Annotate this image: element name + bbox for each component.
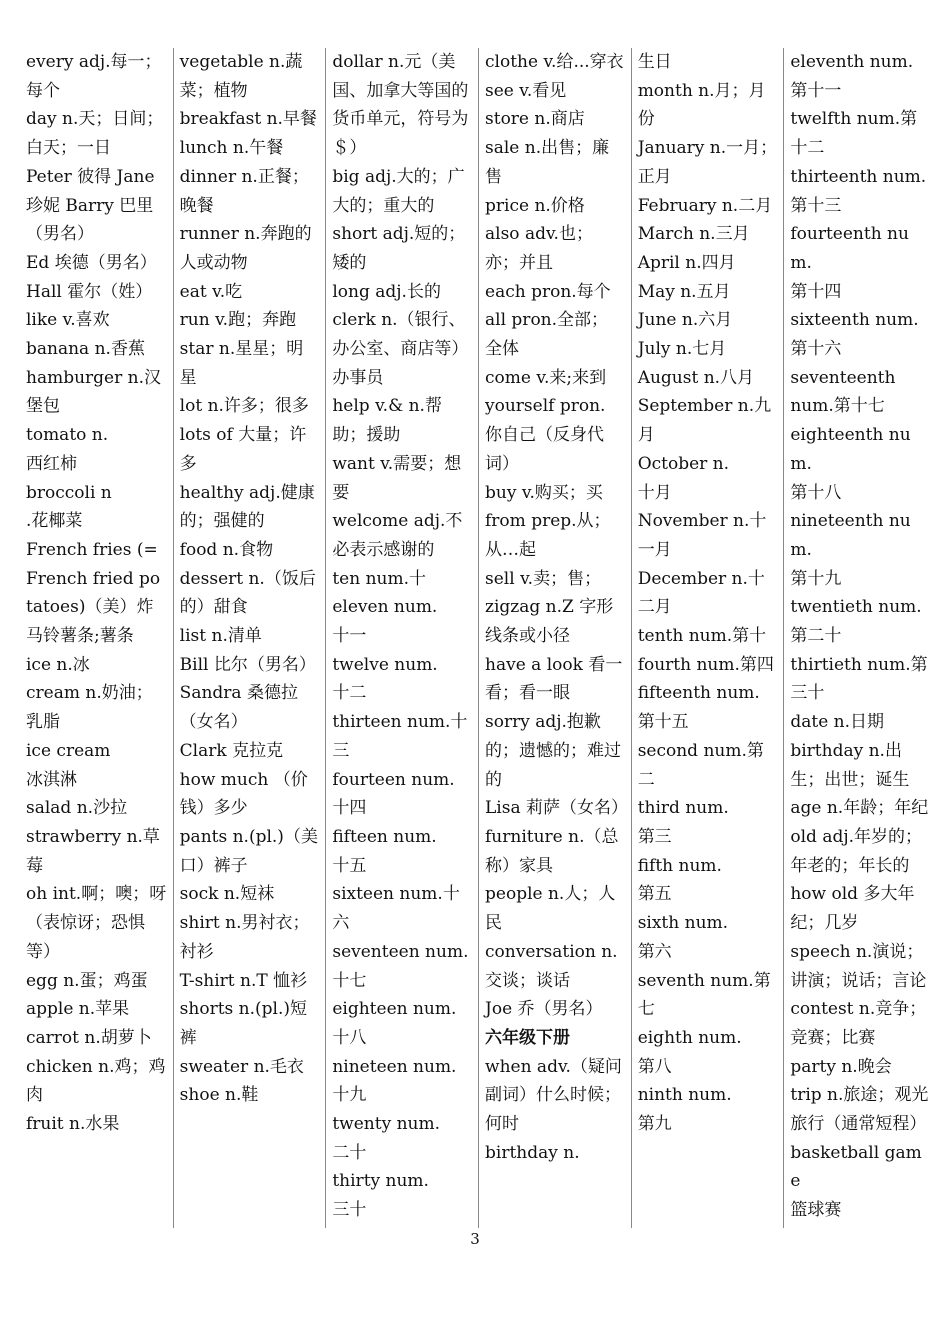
vocabulary-entry: run v.跑；奔跑: [179, 310, 297, 331]
vocabulary-entry: 第二十: [790, 626, 842, 647]
vocabulary-entry: 第十六: [790, 339, 842, 360]
vocabulary-entry: date n.日期: [790, 712, 885, 733]
vocabulary-entry: every adj.每一；每个: [26, 52, 162, 101]
vocabulary-entry: salad n.沙拉: [26, 798, 128, 819]
vocabulary-entry: sock n.短袜: [179, 884, 275, 905]
vocabulary-entry: sixteenth num.: [790, 310, 919, 331]
vocabulary-entry: see v.看见: [485, 80, 567, 101]
vocabulary-entry: June n.六月: [637, 310, 733, 331]
vocabulary-entry: egg n.蛋；鸡蛋: [26, 970, 148, 991]
vocabulary-entry: 冰淇淋: [26, 769, 77, 790]
vocabulary-entry: dollar n.元（美国、加拿大等国的货币单元，符号为＄）: [332, 52, 469, 159]
vocabulary-entry: old adj.年岁的；年老的；年长的: [790, 826, 923, 876]
vocabulary-entry: Bill 比尔（男名）: [179, 654, 316, 675]
vocabulary-entry: carrot n.胡萝卜: [26, 1027, 152, 1048]
vocabulary-columns: [20, 48, 936, 1228]
vocabulary-entry: fruit n.水果: [26, 1114, 120, 1135]
vocabulary-entry: zigzag n.Z 字形线条或小径: [485, 597, 614, 647]
vocabulary-entry: lunch n.午餐: [179, 138, 284, 159]
vocabulary-entry: 你自己（反身代词）: [485, 425, 605, 474]
vocabulary-entry: party n.晚会: [790, 1056, 892, 1077]
vocabulary-entry: 十四: [332, 798, 367, 819]
vocabulary-entry: have a look 看一看；看一眼: [485, 654, 623, 704]
vocabulary-entry: sixteen num.十六: [332, 884, 460, 934]
vocabulary-entry: fourth num.第四: [637, 654, 774, 675]
vocabulary-entry: lots of 大量；许多: [179, 425, 307, 474]
vocabulary-column-5: [631, 48, 784, 1228]
vocabulary-entry: Lisa 莉萨（女名）: [485, 798, 629, 819]
vocabulary-entry: 三十: [332, 1200, 367, 1221]
vocabulary-entry: November n.十一月: [637, 511, 767, 560]
vocabulary-entry: 交谈；谈话: [485, 970, 571, 991]
vocabulary-column-3: [325, 48, 478, 1228]
vocabulary-entry: age n.年龄；年纪: [790, 798, 929, 819]
vocabulary-entry: chicken n.鸡；鸡肉: [26, 1056, 166, 1106]
vocabulary-entry: banana n.香蕉: [26, 339, 145, 360]
vocabulary-entry: furniture n.（总称）家具: [485, 826, 619, 876]
vocabulary-entry: twenty num.: [332, 1114, 440, 1135]
vocabulary-entry: thirty num.: [332, 1171, 429, 1192]
vocabulary-entry: sale n.出售；廉售: [485, 138, 610, 187]
vocabulary-entry: clothe v.给...穿衣: [485, 52, 624, 72]
vocabulary-entry: vegetable n.蔬菜；植物: [179, 52, 303, 101]
vocabulary-entry: also adv.也；亦；并且: [485, 224, 593, 273]
vocabulary-entry: how old 多大年纪；几岁: [790, 884, 915, 934]
vocabulary-entry: day n.天；日间；白天；一日: [26, 109, 164, 159]
vocabulary-entry: 十八: [332, 1027, 367, 1048]
vocabulary-entry: 第十五: [637, 712, 689, 733]
vocabulary-entry: 第五: [637, 884, 672, 905]
vocabulary-column-2: [173, 48, 326, 1228]
vocabulary-entry: 十九: [332, 1085, 367, 1106]
vocabulary-entry: breakfast n.早餐: [179, 109, 317, 130]
vocabulary-entry: yourself pron.: [485, 396, 606, 417]
vocabulary-entry: T-shirt n.T 恤衫: [179, 970, 308, 991]
vocabulary-column-1: [20, 48, 173, 1228]
vocabulary-entry: store n.商店: [485, 109, 585, 130]
vocabulary-entry: third num.: [637, 798, 729, 819]
vocabulary-entry: like v.喜欢: [26, 310, 110, 331]
vocabulary-entry: September n.九月: [637, 396, 772, 446]
vocabulary-entry: January n.一月；正月: [637, 138, 778, 187]
vocabulary-entry: October n.: [637, 453, 730, 474]
vocabulary-entry: food n.食物: [179, 539, 274, 560]
vocabulary-entry: nineteen num.: [332, 1056, 457, 1077]
vocabulary-entry: Sandra 桑德拉（女名）: [179, 683, 298, 733]
vocabulary-entry: shirt n.男衬衣；衬衫: [179, 913, 310, 962]
vocabulary-entry: thirteen num.十三: [332, 712, 468, 761]
vocabulary-entry: sixth num.: [637, 913, 729, 934]
vocabulary-entry: eighth num.: [637, 1027, 742, 1048]
vocabulary-entry: list n.清单: [179, 626, 262, 647]
vocabulary-entry: seventeenth: [790, 367, 896, 388]
vocabulary-entry: short adj.短的；矮的: [332, 224, 466, 273]
vocabulary-entry: 十二: [332, 683, 367, 704]
vocabulary-entry: fifteenth num.: [637, 683, 760, 704]
vocabulary-entry: fifteen num.: [332, 826, 437, 847]
vocabulary-entry: 第九: [637, 1114, 672, 1135]
vocabulary-entry: sorry adj.抱歉的；遗憾的；难过的: [485, 712, 622, 790]
vocabulary-entry: ninth num.: [637, 1085, 732, 1106]
vocabulary-entry: speech n.演说；讲演；说话；言论: [790, 941, 927, 991]
vocabulary-entry: 十五: [332, 855, 367, 876]
vocabulary-entry: conversation n.: [485, 941, 618, 962]
vocabulary-entry: eleventh num.: [790, 52, 914, 72]
vocabulary-entry: fourteenth num.: [790, 224, 909, 273]
section-heading: 六年级下册: [485, 1027, 571, 1048]
vocabulary-entry: help v.& n.帮助；援助: [332, 396, 442, 446]
vocabulary-entry: 第三: [637, 826, 672, 847]
vocabulary-entry: 西红柿: [26, 453, 77, 474]
vocabulary-entry: sweater n.毛衣: [179, 1056, 304, 1077]
vocabulary-entry: second num.第二: [637, 740, 764, 790]
vocabulary-entry: nineteenth num.: [790, 511, 911, 560]
vocabulary-entry: long adj.长的: [332, 281, 441, 302]
vocabulary-entry: August n.八月: [637, 367, 755, 388]
vocabulary-entry: how much （价钱）多少: [179, 769, 308, 819]
vocabulary-entry: eighteenth num.: [790, 425, 911, 474]
vocabulary-entry: runner n.奔跑的人或动物: [179, 224, 312, 273]
vocabulary-column-4: [478, 48, 631, 1228]
vocabulary-entry: basketball game: [790, 1142, 922, 1192]
vocabulary-entry: Hall 霍尔（姓）: [26, 281, 153, 302]
vocabulary-page: [20, 48, 936, 1228]
vocabulary-entry: twelve num.: [332, 654, 438, 675]
vocabulary-entry: 二十: [332, 1142, 367, 1163]
vocabulary-entry: 第六: [637, 941, 672, 962]
vocabulary-entry: May n.五月: [637, 281, 731, 302]
vocabulary-entry: month n.月；月份: [637, 80, 766, 130]
vocabulary-entry: 第十九: [790, 568, 842, 589]
vocabulary-entry: ice n.冰: [26, 654, 90, 675]
vocabulary-column-6: [783, 48, 936, 1228]
vocabulary-entry: when adv.（疑问副词）什么时候；何时: [485, 1056, 622, 1135]
vocabulary-entry: March n.三月: [637, 224, 750, 245]
vocabulary-entry: 十月: [637, 482, 672, 503]
vocabulary-entry: hamburger n.汉堡包: [26, 367, 161, 417]
vocabulary-entry: ten num.十: [332, 568, 427, 589]
vocabulary-entry: eighteen num.: [332, 999, 457, 1020]
vocabulary-entry: strawberry n.草莓: [26, 826, 160, 876]
vocabulary-entry: come v.来;来到: [485, 367, 607, 388]
vocabulary-entry: price n.价格: [485, 195, 585, 216]
vocabulary-entry: welcome adj.不必表示感谢的: [332, 511, 463, 560]
vocabulary-entry: people n.人；人民: [485, 884, 616, 934]
page-number: 3: [470, 1230, 480, 1248]
vocabulary-entry: French fries (=French fried potatoes)（美）炸马铃薯条;薯条: [26, 539, 161, 647]
vocabulary-entry: seventeen num.: [332, 941, 469, 962]
vocabulary-entry: birthday n.: [485, 1142, 580, 1163]
vocabulary-entry: buy v.购买；买: [485, 482, 603, 503]
vocabulary-entry: 第十八: [790, 482, 842, 503]
vocabulary-entry: Peter 彼得 Jane 珍妮 Barry 巴里（男名）: [26, 166, 155, 245]
vocabulary-entry: 篮球赛: [790, 1200, 842, 1221]
vocabulary-entry: broccoli n: [26, 482, 112, 503]
vocabulary-entry: 生日: [637, 52, 672, 72]
vocabulary-entry: fifth num.: [637, 855, 722, 876]
vocabulary-entry: apple n.苹果: [26, 999, 130, 1020]
vocabulary-entry: dinner n.正餐；晚餐: [179, 166, 309, 216]
vocabulary-entry: clerk n.（银行、办公室、商店等）办事员: [332, 310, 469, 388]
vocabulary-entry: Ed 埃德（男名）: [26, 252, 157, 273]
vocabulary-entry: tenth num.第十: [637, 626, 767, 647]
vocabulary-entry: each pron.每个: [485, 281, 611, 302]
vocabulary-entry: thirtieth num.第三十: [790, 654, 928, 704]
vocabulary-entry: dessert n.（饭后的）甜食: [179, 568, 316, 618]
vocabulary-entry: Clark 克拉克: [179, 740, 284, 761]
vocabulary-entry: shoe n.鞋: [179, 1085, 259, 1106]
vocabulary-entry: contest n.竞争；竞赛；比赛: [790, 999, 927, 1048]
vocabulary-entry: pants n.(pl.)（美口）裤子: [179, 826, 318, 876]
vocabulary-entry: big adj.大的；广大的；重大的: [332, 166, 465, 216]
vocabulary-entry: eat v.吃: [179, 281, 243, 302]
vocabulary-entry: healthy adj.健康的；强健的: [179, 482, 315, 532]
vocabulary-entry: cream n.奶油；乳脂: [26, 683, 153, 733]
vocabulary-entry: fourteen num.: [332, 769, 455, 790]
vocabulary-entry: num.第十七: [790, 396, 885, 417]
vocabulary-entry: 十一: [332, 626, 367, 647]
vocabulary-entry: 十七: [332, 970, 367, 991]
vocabulary-entry: thirteenth num.: [790, 166, 927, 187]
vocabulary-entry: star n.星星；明星: [179, 339, 304, 388]
vocabulary-entry: July n.七月: [637, 339, 727, 360]
vocabulary-entry: twelfth num.第十二: [790, 109, 918, 159]
vocabulary-entry: April n.四月: [637, 252, 736, 273]
vocabulary-entry: December n.十二月: [637, 568, 765, 618]
vocabulary-entry: 第十一: [790, 80, 842, 101]
vocabulary-entry: tomato n.: [26, 425, 109, 446]
vocabulary-entry: want v.需要；想要: [332, 453, 462, 503]
vocabulary-entry: 第十四: [790, 281, 842, 302]
vocabulary-entry: trip n.旅途；观光旅行（通常短程）: [790, 1085, 929, 1135]
vocabulary-entry: all pron.全部；全体: [485, 310, 609, 360]
vocabulary-entry: sell v.卖；售；: [485, 568, 602, 589]
vocabulary-entry: lot n.许多；很多: [179, 396, 309, 417]
vocabulary-entry: seventh num.第七: [637, 970, 771, 1020]
vocabulary-entry: .花椰菜: [26, 511, 83, 532]
vocabulary-entry: February n.二月: [637, 195, 773, 216]
vocabulary-entry: oh int.啊；噢；呀（表惊讶；恐惧等）: [26, 884, 167, 962]
vocabulary-entry: from prep.从；从…起: [485, 511, 611, 560]
vocabulary-entry: eleven num.: [332, 597, 438, 618]
vocabulary-entry: Joe 乔（男名）: [485, 999, 603, 1020]
vocabulary-entry: shorts n.(pl.)短裤: [179, 999, 308, 1048]
vocabulary-entry: ice cream: [26, 740, 111, 761]
vocabulary-entry: birthday n.出生；出世；诞生: [790, 740, 910, 790]
vocabulary-entry: 第八: [637, 1056, 672, 1077]
vocabulary-entry: 第十三: [790, 195, 842, 216]
vocabulary-entry: twentieth num.: [790, 597, 922, 618]
